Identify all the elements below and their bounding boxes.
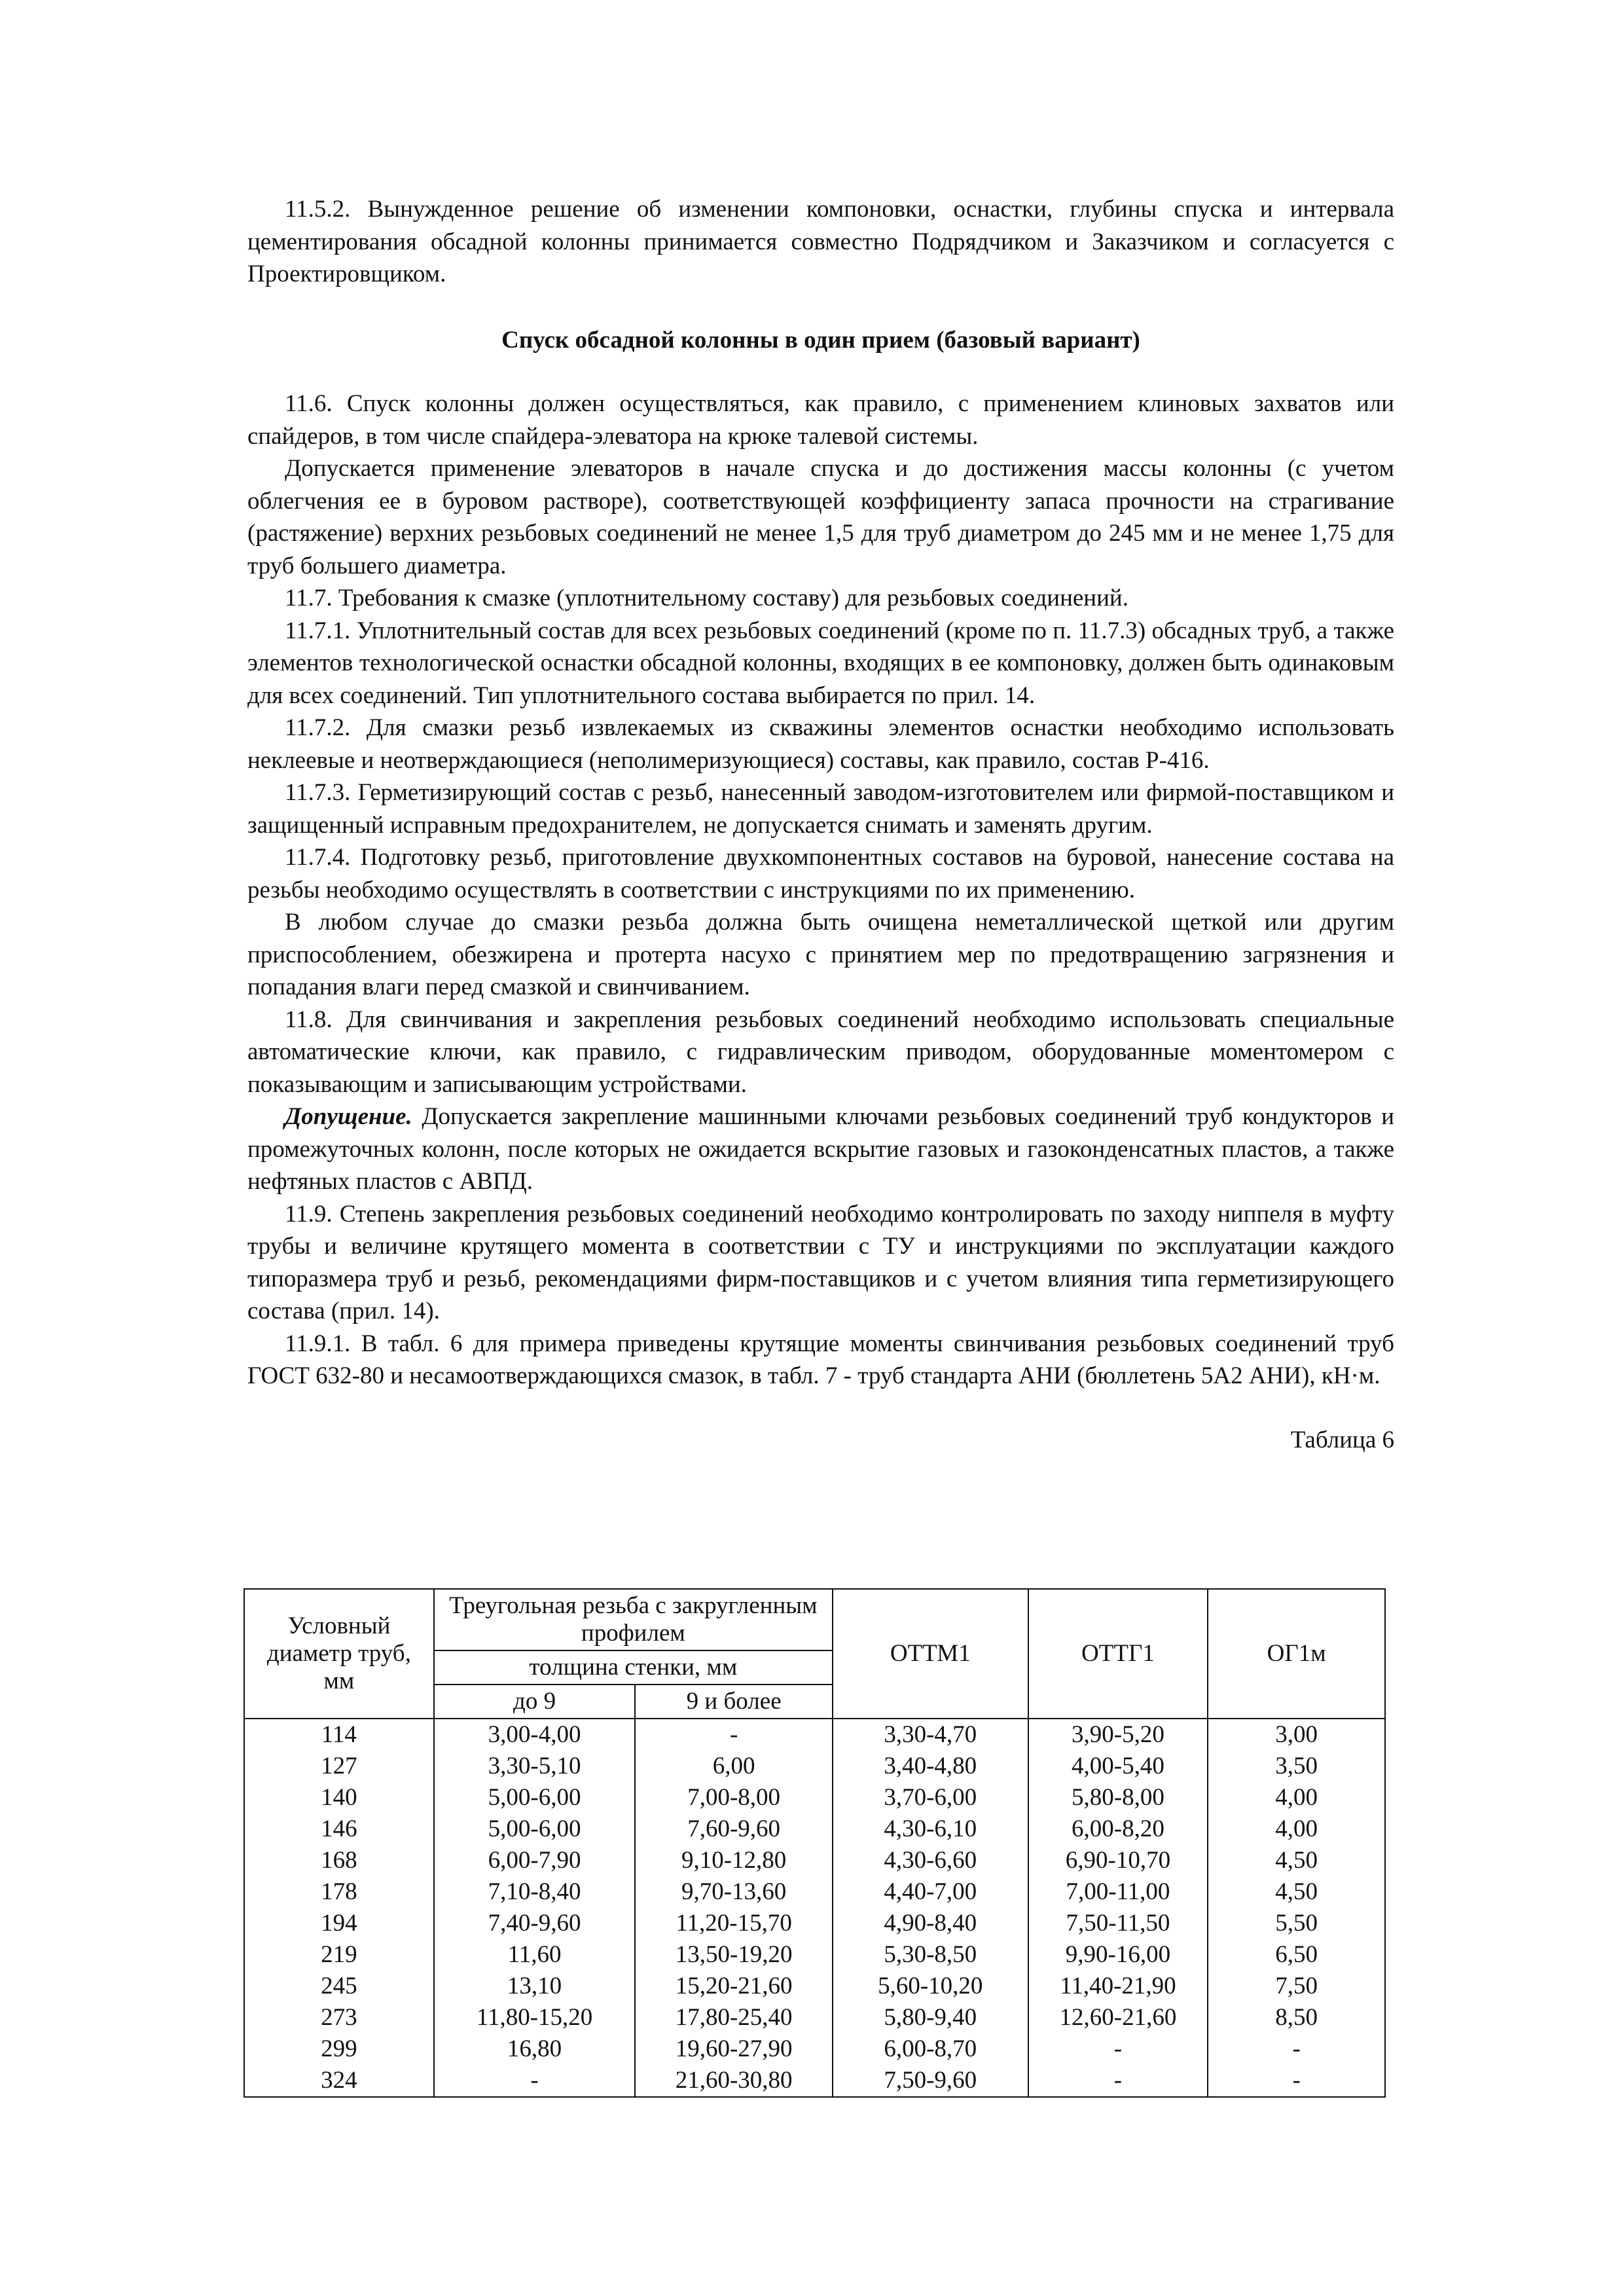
table-row bbox=[244, 2065, 1385, 2097]
cell-9-and-over: 9,10-12,80 bbox=[635, 1845, 833, 1876]
section-heading: Спуск обсадной колонны в один прием (базовый вариант) bbox=[501, 326, 1140, 354]
cell-ottm1: 5,80-9,40 bbox=[833, 2002, 1028, 2033]
cell-og1m: 8,50 bbox=[1208, 2002, 1385, 2033]
table-row bbox=[244, 1719, 1385, 1751]
table-body bbox=[244, 1719, 1385, 2097]
header-wall-thickness: толщина стенки, мм bbox=[434, 1650, 833, 1685]
cell-ottg1: 11,40-21,90 bbox=[1028, 1971, 1208, 2002]
cell-upto-9: 6,00-7,90 bbox=[434, 1845, 636, 1876]
cell-upto-9: 5,00-6,00 bbox=[434, 1813, 636, 1845]
cell-9-and-over: 13,50-19,20 bbox=[635, 1939, 833, 1971]
cell-ottm1: 5,60-10,20 bbox=[833, 1971, 1028, 2002]
paragraph-9: 11.8. Для свинчивания и закрепления резьбовых соединений необходимо использовать специальные автоматические ключи, как правило, с гидравлическим приводом, оборудованные моментомером с показывающим и записывающим устройствами. bbox=[247, 1006, 1394, 1098]
cell-diameter: 140 bbox=[244, 1782, 434, 1813]
cell-diameter: 178 bbox=[244, 1876, 434, 1908]
table-row bbox=[244, 1876, 1385, 1908]
cell-diameter: 273 bbox=[244, 2002, 434, 2033]
paragraph-1: 11.6. Спуск колонны должен осуществляться, как правило, с применением клиновых захватов или спайдеров, в том числе спайдера-элеватора на крюке талевой системы. bbox=[247, 390, 1394, 450]
cell-upto-9: 11,60 bbox=[434, 1939, 636, 1971]
cell-og1m: 4,00 bbox=[1208, 1782, 1385, 1813]
paragraph-tail-2: 11.9.1. В табл. 6 для примера приведены крутящие моменты свинчивания резьбовых соединений труб ГОСТ 632-80 и несамоотверждающихся смазок, в табл. 7 - труб стандарта АНИ (бюллетень 5А2 АНИ), кН·м. bbox=[247, 1330, 1394, 1389]
paragraph-2: Допускается применение элеваторов в начале спуска и до достижения массы колонны (с учетом облегчения ее в буровом растворе), соответствующей коэффициенту запаса прочности на страгивание (растяжение) верхних резьбовых соединений не менее 1,5 для труб диаметром до 245 мм и не менее 1,75 для труб большего диаметра. bbox=[247, 455, 1394, 579]
cell-og1m: 3,50 bbox=[1208, 1751, 1385, 1782]
cell-ottg1: 9,90-16,00 bbox=[1028, 1939, 1208, 1971]
table-row bbox=[244, 1845, 1385, 1876]
cell-diameter: 219 bbox=[244, 1939, 434, 1971]
table-row bbox=[244, 1971, 1385, 2002]
cell-ottg1: 7,50-11,50 bbox=[1028, 1908, 1208, 1939]
document-page bbox=[247, 193, 1394, 1456]
cell-og1m: 6,50 bbox=[1208, 1939, 1385, 1971]
header-ottm1: ОТТМ1 bbox=[833, 1589, 1028, 1719]
note-text: Допускается закрепление машинными ключами резьбовых соединений труб кондукторов и промежуточных колонн, после которых не ожидается вскрытие газовых и газоконденсатных пластов, а также нефтяных пластов с АВПД. bbox=[247, 1103, 1394, 1195]
cell-9-and-over: 7,00-8,00 bbox=[635, 1782, 833, 1813]
cell-ottm1: 4,30-6,10 bbox=[833, 1813, 1028, 1845]
cell-upto-9: 5,00-6,00 bbox=[434, 1782, 636, 1813]
table-caption: Таблица 6 bbox=[1290, 1426, 1394, 1453]
cell-9-and-over: 7,60-9,60 bbox=[635, 1813, 833, 1845]
cell-upto-9: 13,10 bbox=[434, 1971, 636, 2002]
cell-diameter: 114 bbox=[244, 1719, 434, 1751]
cell-9-and-over: 9,70-13,60 bbox=[635, 1876, 833, 1908]
cell-upto-9: 7,40-9,60 bbox=[434, 1908, 636, 1939]
cell-upto-9: - bbox=[434, 2065, 636, 2097]
header-triangular-thread: Треугольная резьба с закругленным профилем bbox=[434, 1589, 833, 1650]
paragraph-tail-1: 11.9. Степень закрепления резьбовых соединений необходимо контролировать по заходу ниппеля в муфту трубы и величине крутящего момента в соответствии с ТУ и инструкциями по эксплуатации каждого типоразмера труб и резьб, рекомендациями фирм-поставщиков и с учетом влияния типа герметизирующего состава (прил. 14). bbox=[247, 1200, 1394, 1324]
cell-og1m: 4,50 bbox=[1208, 1876, 1385, 1908]
section-body bbox=[247, 388, 1394, 1101]
paragraph-6: 11.7.3. Герметизирующий состав с резьб, нанесенный заводом-изготовителем или фирмой-поставщиком и защищенный исправным предохранителем, не допускается снимать и заменять другим. bbox=[247, 779, 1394, 839]
header-wall-upto-9: до 9 bbox=[434, 1685, 636, 1719]
paragraph-8: В любом случае до смазки резьба должна быть очищена неметаллической щеткой или другим приспособлением, обезжирена и протерта насухо с принятием мер по предотвращению загрязнения и попадания влаги перед смазкой и свинчиванием. bbox=[247, 909, 1394, 1000]
cell-ottm1: 4,30-6,60 bbox=[833, 1845, 1028, 1876]
header-og1m: ОГ1м bbox=[1208, 1589, 1385, 1719]
cell-9-and-over: 15,20-21,60 bbox=[635, 1971, 833, 2002]
torque-table bbox=[244, 1588, 1386, 2098]
cell-ottg1: 5,80-8,00 bbox=[1028, 1782, 1208, 1813]
cell-og1m: - bbox=[1208, 2033, 1385, 2065]
cell-og1m: 3,00 bbox=[1208, 1719, 1385, 1751]
table-row bbox=[244, 1908, 1385, 1939]
cell-ottg1: 12,60-21,60 bbox=[1028, 2002, 1208, 2033]
cell-9-and-over: - bbox=[635, 1719, 833, 1751]
paragraph-intro-1: 11.5.2. Вынужденное решение об изменении компоновки, оснастки, глубины спуска и интервала цементирования обсадной колонны принимается совместно Подрядчиком и Заказчиком и согласуется с Проектировщиком. bbox=[247, 196, 1394, 287]
cell-og1m: 4,00 bbox=[1208, 1813, 1385, 1845]
cell-ottm1: 4,90-8,40 bbox=[833, 1908, 1028, 1939]
cell-og1m: - bbox=[1208, 2065, 1385, 2097]
cell-upto-9: 3,00-4,00 bbox=[434, 1719, 636, 1751]
table-row bbox=[244, 1939, 1385, 1971]
table-row bbox=[244, 1782, 1385, 1813]
cell-og1m: 7,50 bbox=[1208, 1971, 1385, 2002]
cell-diameter: 194 bbox=[244, 1908, 434, 1939]
paragraph-5: 11.7.2. Для смазки резьб извлекаемых из скважины элементов оснастки необходимо использовать неклеевые и неотверждающиеся (неполимеризующиеся) составы, как правило, состав Р-416. bbox=[247, 714, 1394, 774]
cell-diameter: 245 bbox=[244, 1971, 434, 2002]
cell-og1m: 4,50 bbox=[1208, 1845, 1385, 1876]
table-row bbox=[244, 1751, 1385, 1782]
cell-ottg1: 6,00-8,20 bbox=[1028, 1813, 1208, 1845]
cell-ottg1: 3,90-5,20 bbox=[1028, 1719, 1208, 1751]
cell-ottm1: 7,50-9,60 bbox=[833, 2065, 1028, 2097]
cell-upto-9: 16,80 bbox=[434, 2033, 636, 2065]
cell-ottm1: 4,40-7,00 bbox=[833, 1876, 1028, 1908]
cell-diameter: 324 bbox=[244, 2065, 434, 2097]
header-ottg1: ОТТГ1 bbox=[1028, 1589, 1208, 1719]
section-tail bbox=[247, 1198, 1394, 1393]
cell-ottg1: - bbox=[1028, 2033, 1208, 2065]
cell-diameter: 127 bbox=[244, 1751, 434, 1782]
paragraph-4: 11.7.1. Уплотнительный состав для всех резьбовых соединений (кроме по п. 11.7.3) обсадных труб, а также элементов технологической оснастки обсадной колонны, входящих в ее компоновку, должен быть одинаковым для всех соединений. Тип уплотнительного состава выбирается по прил. 14. bbox=[247, 617, 1394, 709]
cell-9-and-over: 19,60-27,90 bbox=[635, 2033, 833, 2065]
cell-ottm1: 6,00-8,70 bbox=[833, 2033, 1028, 2065]
cell-9-and-over: 17,80-25,40 bbox=[635, 2002, 833, 2033]
cell-upto-9: 7,10-8,40 bbox=[434, 1876, 636, 1908]
cell-ottm1: 3,40-4,80 bbox=[833, 1751, 1028, 1782]
torque-table-wrapper bbox=[244, 1588, 1386, 2098]
note-term: Допущение. bbox=[285, 1103, 412, 1130]
cell-upto-9: 3,30-5,10 bbox=[434, 1751, 636, 1782]
cell-ottg1: 7,00-11,00 bbox=[1028, 1876, 1208, 1908]
cell-9-and-over: 11,20-15,70 bbox=[635, 1908, 833, 1939]
cell-ottm1: 5,30-8,50 bbox=[833, 1939, 1028, 1971]
table-row bbox=[244, 2002, 1385, 2033]
header-wall-9-and-over: 9 и более bbox=[635, 1685, 833, 1719]
cell-9-and-over: 6,00 bbox=[635, 1751, 833, 1782]
section-intro bbox=[247, 193, 1394, 291]
table-row bbox=[244, 2033, 1385, 2065]
cell-ottm1: 3,70-6,00 bbox=[833, 1782, 1028, 1813]
cell-ottg1: 6,90-10,70 bbox=[1028, 1845, 1208, 1876]
cell-ottm1: 3,30-4,70 bbox=[833, 1719, 1028, 1751]
header-diameter: Условный диаметр труб, мм bbox=[244, 1589, 434, 1719]
paragraph-7: 11.7.4. Подготовку резьб, приготовление двухкомпонентных составов на буровой, нанесение состава на резьбы необходимо осуществлять в соответствии с инструкциями по их применению. bbox=[247, 844, 1394, 903]
cell-diameter: 146 bbox=[244, 1813, 434, 1845]
cell-diameter: 168 bbox=[244, 1845, 434, 1876]
cell-ottg1: - bbox=[1028, 2065, 1208, 2097]
cell-diameter: 299 bbox=[244, 2033, 434, 2065]
cell-ottg1: 4,00-5,40 bbox=[1028, 1751, 1208, 1782]
cell-9-and-over: 21,60-30,80 bbox=[635, 2065, 833, 2097]
cell-upto-9: 11,80-15,20 bbox=[434, 2002, 636, 2033]
paragraph-3: 11.7. Требования к смазке (уплотнительному составу) для резьбовых соединений. bbox=[285, 585, 1128, 611]
cell-og1m: 5,50 bbox=[1208, 1908, 1385, 1939]
table-header bbox=[244, 1589, 1385, 1719]
note-paragraph bbox=[247, 1101, 1394, 1198]
table-row bbox=[244, 1813, 1385, 1845]
